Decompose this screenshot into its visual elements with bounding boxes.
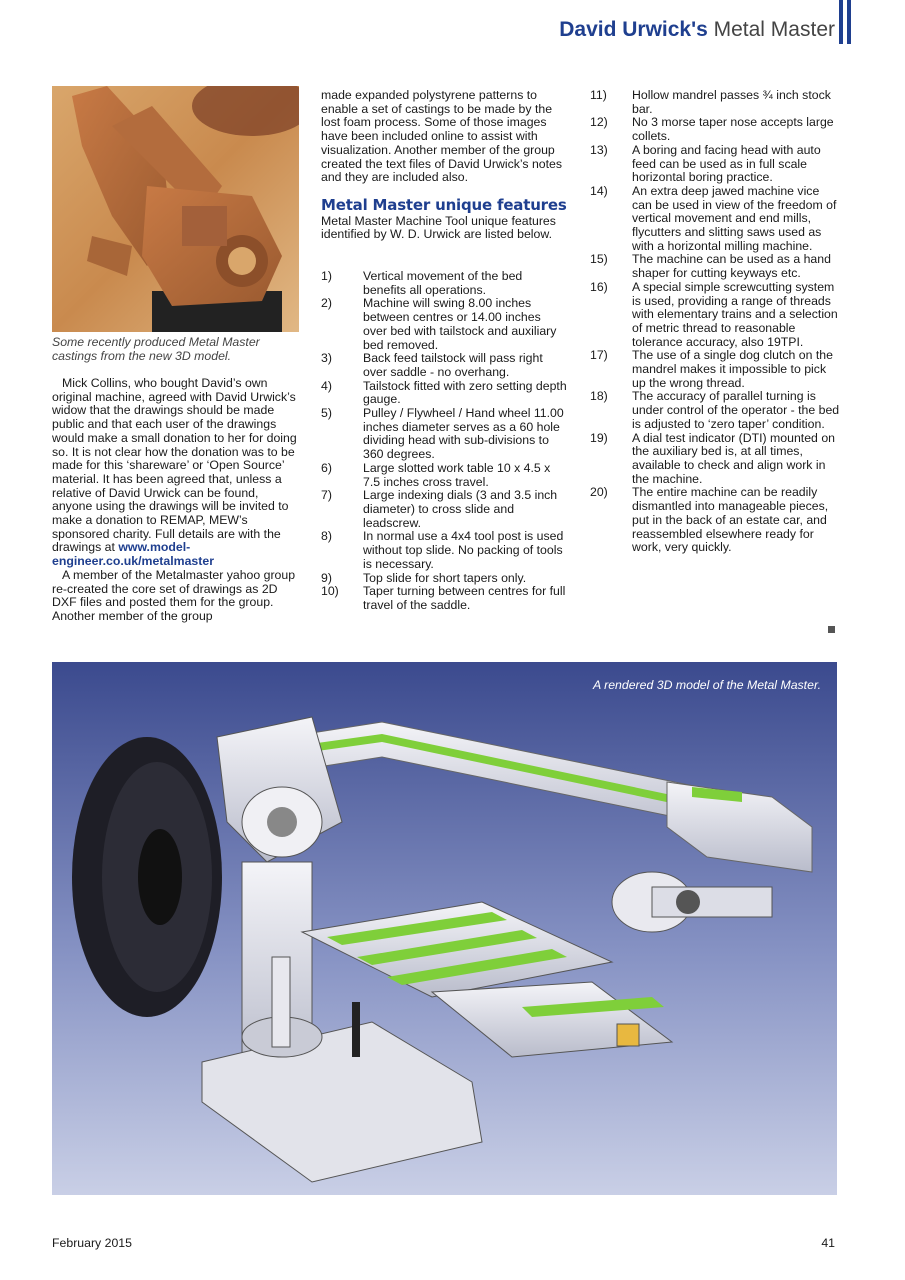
feature-text: Large indexing dials (3 and 3.5 inch diameter) to cross slide and leadscrew. <box>363 488 558 530</box>
feature-text: Vertical movement of the bed benefits all operations. <box>363 269 523 297</box>
feature-item <box>590 116 840 143</box>
render-caption: A rendered 3D model of the Metal Master. <box>592 678 821 692</box>
castings-photo-caption: Some recently produced Metal Master castings from the new 3D model. <box>52 335 260 363</box>
feature-item <box>590 253 840 280</box>
paragraph: A member of the Metalmaster yahoo group re-created the core set of drawings as 2D DXF files and posted them for the group. Another member of the group <box>52 567 296 623</box>
feature-number: 3) <box>321 351 332 366</box>
feature-number: 11) <box>590 88 607 102</box>
feature-number: 6) <box>321 460 332 475</box>
feature-item <box>590 349 840 390</box>
footer-date: February 2015 <box>52 1236 132 1250</box>
feature-item <box>321 462 567 489</box>
paragraph: made expanded polystyrene patterns to enable a set of castings to be made by the lost foam process. Some of those images have been included online to assist with visualization. Another member of the group created the text files of David Urwick’s notes and they are included also. <box>321 88 563 185</box>
feature-item <box>590 89 840 116</box>
feature-item <box>590 390 840 431</box>
header-title: Metal Master <box>713 18 835 41</box>
feature-number: 20) <box>590 485 608 500</box>
header-bars-decoration <box>839 0 853 44</box>
column-3 <box>590 89 840 555</box>
feature-number: 1) <box>321 269 332 284</box>
feature-number: 7) <box>321 488 332 503</box>
column-1 <box>52 377 300 624</box>
feature-number: 18) <box>590 389 608 404</box>
feature-item <box>321 297 567 352</box>
feature-text: An extra deep jawed machine vice can be used in view of the freedom of vertical movement and end mills, flycutters and slitting saws used as with a horizontal milling machine. <box>632 183 837 253</box>
feature-number: 5) <box>321 406 332 421</box>
feature-item <box>321 489 567 530</box>
feature-item <box>590 432 840 487</box>
feature-number: 8) <box>321 529 332 544</box>
feature-number: 2) <box>321 296 332 311</box>
feature-text: The accuracy of parallel turning is under control of the operator - the bed is adjusted to ‘zero taper’ condition. <box>632 389 840 431</box>
feature-number: 17) <box>590 348 608 363</box>
feature-item <box>321 407 567 462</box>
castings-photo <box>52 86 299 332</box>
feature-text: Taper turning between centres for full travel of the saddle. <box>363 584 566 612</box>
rendered-3d-model-image <box>52 662 837 1195</box>
feature-text: Large slotted work table 10 x 4.5 x 7.5 inches cross travel. <box>363 460 551 489</box>
feature-text: The machine can be used as a hand shaper for cutting keyways etc. <box>632 252 831 281</box>
feature-item <box>590 185 840 254</box>
feature-item <box>321 585 567 612</box>
features-list-part-1 <box>321 270 567 613</box>
feature-number: 10) <box>321 584 339 599</box>
feature-item <box>321 380 567 407</box>
section-heading: Metal Master unique features <box>321 195 567 214</box>
running-header <box>559 18 835 42</box>
end-of-article-mark <box>828 626 835 633</box>
feature-item <box>590 486 840 555</box>
metalmaster-link[interactable]: www.model-engineer.co.uk/metalmaster <box>52 540 214 569</box>
feature-text: The use of a single dog clutch on the mandrel makes it impossible to pick up the wrong thread. <box>632 348 833 390</box>
feature-text: Machine will swing 8.00 inches between centres or 14.00 inches over bed with tailstock and auxiliary bed removed. <box>363 296 557 352</box>
feature-text: No 3 morse taper nose accepts large collets. <box>632 115 834 144</box>
paragraph <box>52 377 300 569</box>
feature-text: Hollow mandrel passes ¾ inch stock bar. <box>632 88 831 116</box>
page-number: 41 <box>821 1236 835 1250</box>
feature-item <box>590 281 840 350</box>
feature-item <box>321 572 567 586</box>
feature-text: Back feed tailstock will pass right over saddle - no overhang. <box>363 351 543 379</box>
feature-number: 9) <box>321 570 332 585</box>
feature-text: Pulley / Flywheel / Hand wheel 11.00 inches diameter serves as a 60 hole dividing head with sub-divisions to 360 degrees. <box>363 406 564 462</box>
feature-text: The entire machine can be readily dismantled into manageable pieces, put in the back of an estate car, and reassembled elsewhere ready for work, very quickly. <box>632 485 829 555</box>
feature-text: In normal use a 4x4 tool post is used without top slide. No packing of tools is necessary. <box>363 529 564 571</box>
feature-text: A special simple screwcutting system is used, providing a range of threads with elementary trains and a selection of metric thread to reasonable tolerance accuracy, also 19TPI. <box>632 279 838 349</box>
feature-number: 14) <box>590 183 608 198</box>
feature-number: 16) <box>590 279 608 294</box>
features-list-part-2 <box>590 89 840 555</box>
feature-item <box>321 530 567 571</box>
header-brand: David Urwick's <box>559 18 708 41</box>
feature-number: 4) <box>321 378 332 393</box>
feature-text: A dial test indicator (DTI) mounted on the auxiliary bed is, at all times, available to check and align work in the machine. <box>632 430 835 486</box>
feature-item <box>321 270 567 297</box>
column-2 <box>321 89 567 613</box>
feature-number: 15) <box>590 252 608 267</box>
features-intro: Metal Master Machine Tool unique features identified by W. D. Urwick are listed below. <box>321 213 556 242</box>
feature-number: 12) <box>590 115 608 130</box>
feature-item <box>590 144 840 185</box>
feature-number: 13) <box>590 142 608 157</box>
paragraph-text: Mick Collins, who bought David’s own original machine, agreed with David Urwick’s widow that the drawings should be made public and that each user of the drawings would make a small donation to her for doing so. It is not clear how the donation was to be made for this ‘shareware’ or ‘Open Source’ material. It has been agreed that, unless a relative of David Urwick can be found, anyone using the drawings will be invited to make a donation to REMAP, MEW’s sponsored charity. Full details are with the drawings at <box>52 376 297 555</box>
feature-text: Tailstock fitted with zero setting depth gauge. <box>363 378 567 407</box>
feature-text: A boring and facing head with auto feed can be used as in full scale horizontal boring practice. <box>632 142 821 185</box>
feature-text: Top slide for short tapers only. <box>363 570 527 585</box>
feature-number: 19) <box>590 430 608 445</box>
feature-item <box>321 352 567 379</box>
